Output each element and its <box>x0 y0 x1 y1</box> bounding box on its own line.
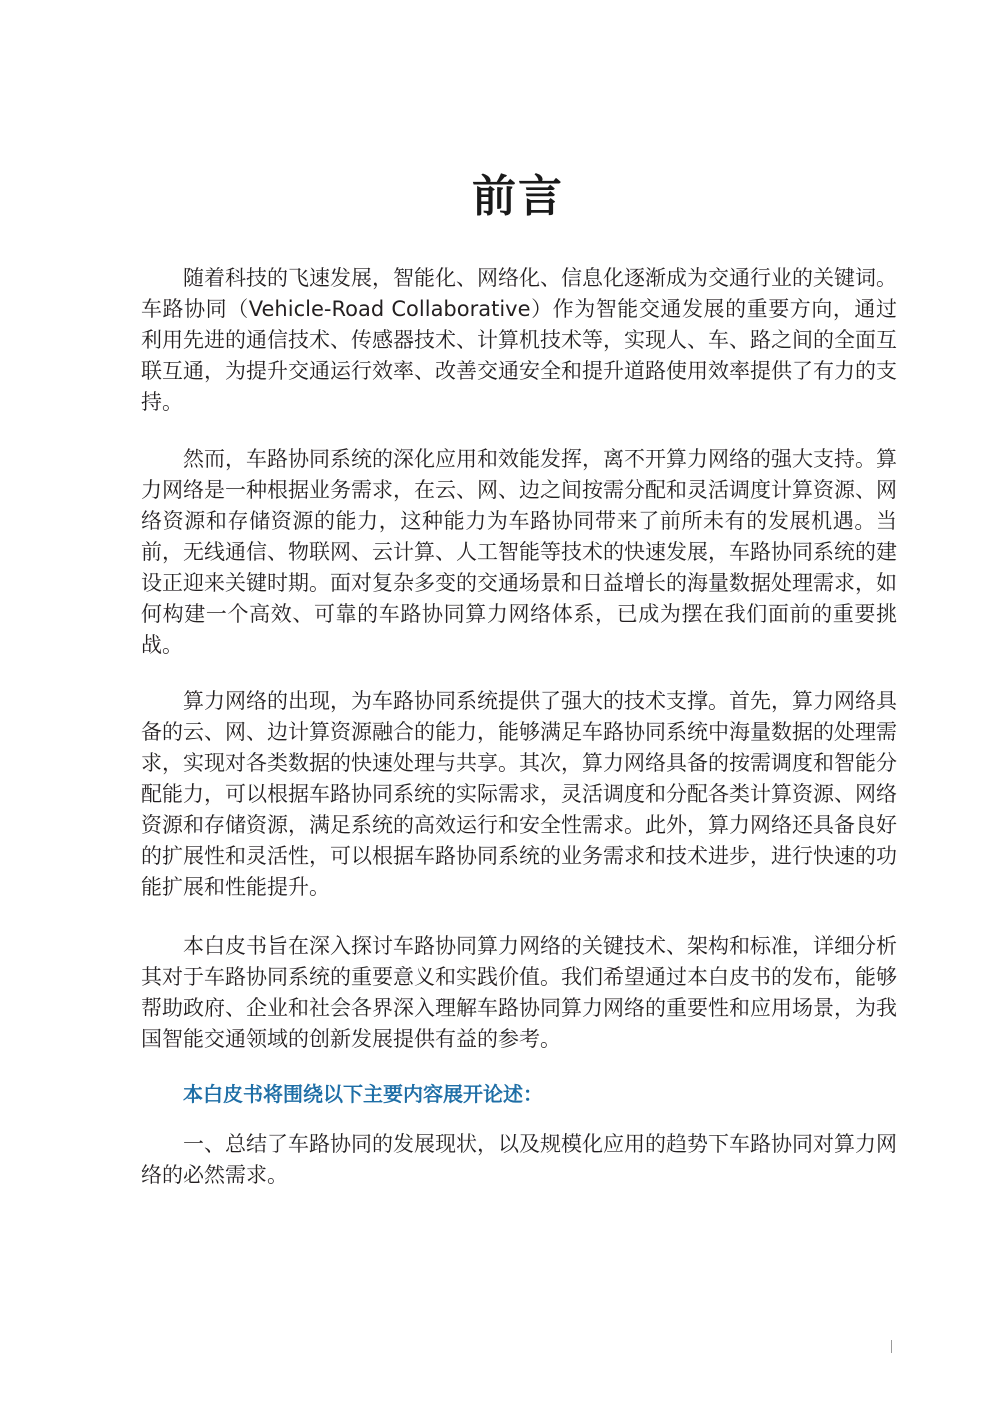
page-number-divider <box>891 1340 892 1353</box>
section-heading: 本白皮书将围绕以下主要内容展开论述： <box>183 1082 543 1106</box>
intro-paragraph-4: 本白皮书旨在深入探讨车路协同算力网络的关键技术、架构和标准，详细分析其对于车路协同系统的重要意义和实践价值。我们希望通过本白皮书的发布，能够帮助政府、企业和社会各界深入理解车路协同算力网络的重要性和应用场景，为我国智能交通领域的创新发展提供有益的参考。 <box>141 934 897 1051</box>
content-list-item-1: 一、总结了车路协同的发展现状，以及规模化应用的趋势下车路协同对算力网络的必然需求。 <box>141 1132 897 1187</box>
intro-paragraph-1: 随着科技的飞速发展，智能化、网络化、信息化逐渐成为交通行业的关键词。车路协同（Vehicle-Road Collaborative）作为智能交通发展的重要方向，通过利用先进的通信技术、传感器技术、计算机技术等，实现人、车、路之间的全面互联互通，为提升交通运行效率、改善交通安全和提升道路使用效率提供了有力的支持。 <box>141 266 897 414</box>
page-title: 前言 <box>472 171 564 223</box>
intro-paragraph-3: 算力网络的出现，为车路协同系统提供了强大的技术支撑。首先，算力网络具备的云、网、边计算资源融合的能力，能够满足车路协同系统中海量数据的处理需求，实现对各类数据的快速处理与共享。其次，算力网络具备的按需调度和智能分配能力，可以根据车路协同系统的实际需求，灵活调度和分配各类计算资源、网络资源和存储资源，满足系统的高效运行和安全性需求。此外，算力网络还具备良好的扩展性和灵活性，可以根据车路协同系统的业务需求和技术进步，进行快速的功能扩展和性能提升。 <box>141 689 897 899</box>
intro-paragraph-2: 然而，车路协同系统的深化应用和效能发挥，离不开算力网络的强大支持。算力网络是一种根据业务需求，在云、网、边之间按需分配和灵活调度计算资源、网络资源和存储资源的能力，这种能力为车路协同带来了前所未有的发展机遇。当前，无线通信、物联网、云计算、人工智能等技术的快速发展，车路协同系统的建设正迎来关键时期。面对复杂多变的交通场景和日益增长的海量数据处理需求，如何构建一个高效、可靠的车路协同算力网络体系，已成为摆在我们面前的重要挑战。 <box>141 447 897 657</box>
